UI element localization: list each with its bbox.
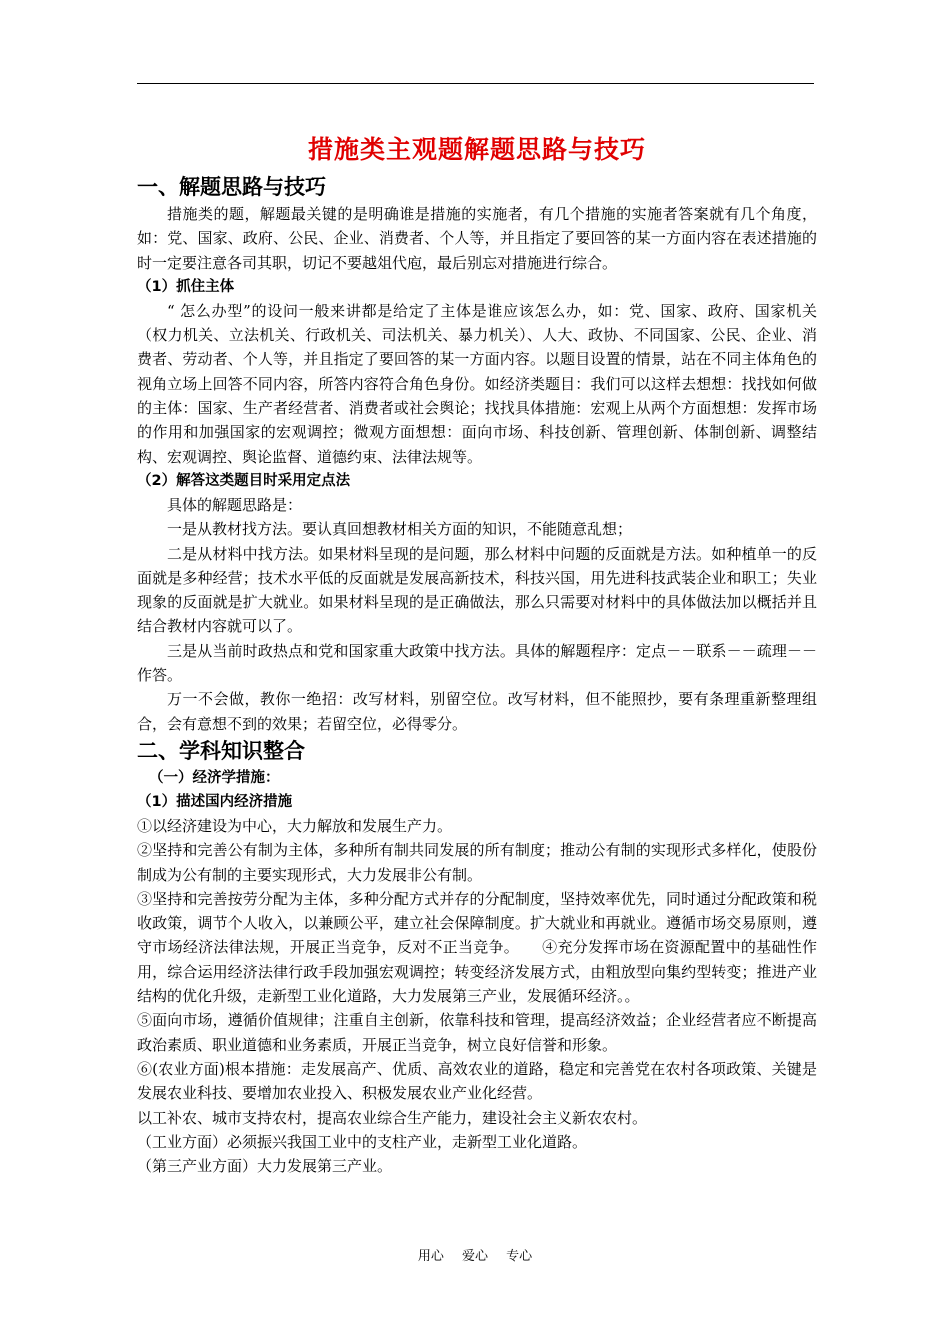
document-body — [137, 132, 817, 1178]
footer-text: 专心 — [506, 1249, 533, 1264]
measure-item: ②坚持和完善公有制为主体，多种所有制共同发展的所有制度；推动公有制的实现形式多样化，使股份制成为公有制的主要实现形式，大力发展非公有制。 — [137, 841, 817, 884]
section-1-intro: 措施类的题，解题最关键的是明确谁是措施的实施者，有几个措施的实施者答案就有几个角度，如：党、国家、政府、公民、企业、消费者、个人等，并且指定了要回答的某一方面内容在表述措施的时一定要注意各司其职，切记不要越俎代庖，最后别忘对措施进行综合。 — [137, 205, 817, 272]
method-paragraph-4: 万一不会做，教你一绝招：改写材料，别留空位。改写材料，但不能照抄，要有条理重新整理组合，会有意想不到的效果；若留空位，必得零分。 — [137, 690, 817, 733]
subsection-1-text: “ 怎么办型”的设问一般来讲都是给定了主体是谁应该怎么办，如：党、国家、政府、国家机关（权力机关、立法机关、行政机关、司法机关、暴力机关）、人大、政协、不同国家、公民、企业、消费者、劳动者、个人等，并且指定了要回答的某一方面内容。以题目设置的情景，站在不同主体角色的视角立场上回答不同内容，所答内容符合角色身份。如经济类题目：我们可以这样去想想：找找如何做的主体：国家、生产者经营者、消费者或社会舆论；找找具体措施：宏观上从两个方面想想：发挥市场的作用和加强国家的宏观调控；微观方面想想：面向市场、科技创新、管理创新、体制创新、调整结构、宏观调控、舆论监督、道德约束、法律法规等。 — [137, 301, 817, 466]
measure-item: ①以经济建设为中心，大力解放和发展生产力。 — [137, 816, 453, 835]
method-paragraph-3: 三是从当前时政热点和党和国家重大政策中找方法。具体的解题程序：定点－－联系－－疏理－－作答。 — [137, 641, 817, 685]
domestic-measures-heading: （1）描述国内经济措施 — [137, 793, 293, 810]
measure-item: （工业方面）必须振兴我国工业中的支柱产业，走新型工业化道路。 — [137, 1132, 588, 1151]
footer-text: 爱心 — [461, 1249, 488, 1264]
measure-item: （第三产业方面）大力发展第三产业。 — [137, 1157, 393, 1176]
subsection-1-heading: （1）抓住主体 — [137, 278, 235, 295]
document-title: 措施类主观题解题思路与技巧 — [307, 135, 646, 164]
subsection-2-lead: 具体的解题思路是： — [167, 495, 303, 514]
economics-heading: （一）经济学措施： — [149, 769, 280, 786]
section-2-heading: 二、学科知识整合 — [137, 738, 305, 763]
measure-item: ⑤面向市场，遵循价值规律；注重自主创新，依靠科技和管理，提高经济效益；企业经营者应不断提高政治素质、职业道德和业务素质，开展正当竞争，树立良好信誉和形象。 — [137, 1011, 817, 1054]
measure-item: ⑥(农业方面)根本措施：走发展高产、优质、高效农业的道路，稳定和完善党在农村各项政策、关键是发展农业科技、要增加农业投入、积极发展农业产业化经营。 — [137, 1059, 817, 1103]
method-paragraph-2: 二是从材料中找方法。如果材料呈现的是问题，那么材料中问题的反面就是方法。如种植单一的反面就是多种经营；技术水平低的反面就是发展高新技术，科技兴国，用先进科技武装企业和职工；失业现象的反面就是扩大就业。如果材料呈现的是正确做法，那么只需要对材料中的具体做法加以概括并且结合教材内容就可以了。 — [137, 544, 817, 636]
footer-text: 用心 — [417, 1249, 444, 1264]
section-1-heading: 一、解题思路与技巧 — [137, 175, 326, 199]
header-rule — [137, 83, 814, 84]
method-paragraph-1: 一是从教材找方法。要认真回想教材相关方面的知识，不能随意乱想； — [167, 520, 633, 539]
measure-item: 以工补农、城市支持农村，提高农业综合生产能力，建设社会主义新农农村。 — [137, 1108, 648, 1127]
subsection-2-heading: （2）解答这类题目时采用定点法 — [137, 472, 351, 489]
measure-item: ③坚持和完善按劳分配为主体，多种分配方式并存的分配制度，坚持效率优先，同时通过分配政策和税收政策，调节个人收入，以兼顾公平，建立社会保障制度。扩大就业和再就业。遵循市场交易原则，遵守市场经济法律法规，开展正当竞争，反对不正当竞争。 ④充分发挥市场在资源配置中的基础性作用，综合运用经济法律行政手段加强宏观调控；转变经济发展方式，由粗放型向集约型转变；推进产业结构的优化升级，走新型工业化道路，大力发展第三产业，发展循环经济。。 — [137, 889, 817, 1006]
page-footer — [0, 1247, 950, 1267]
